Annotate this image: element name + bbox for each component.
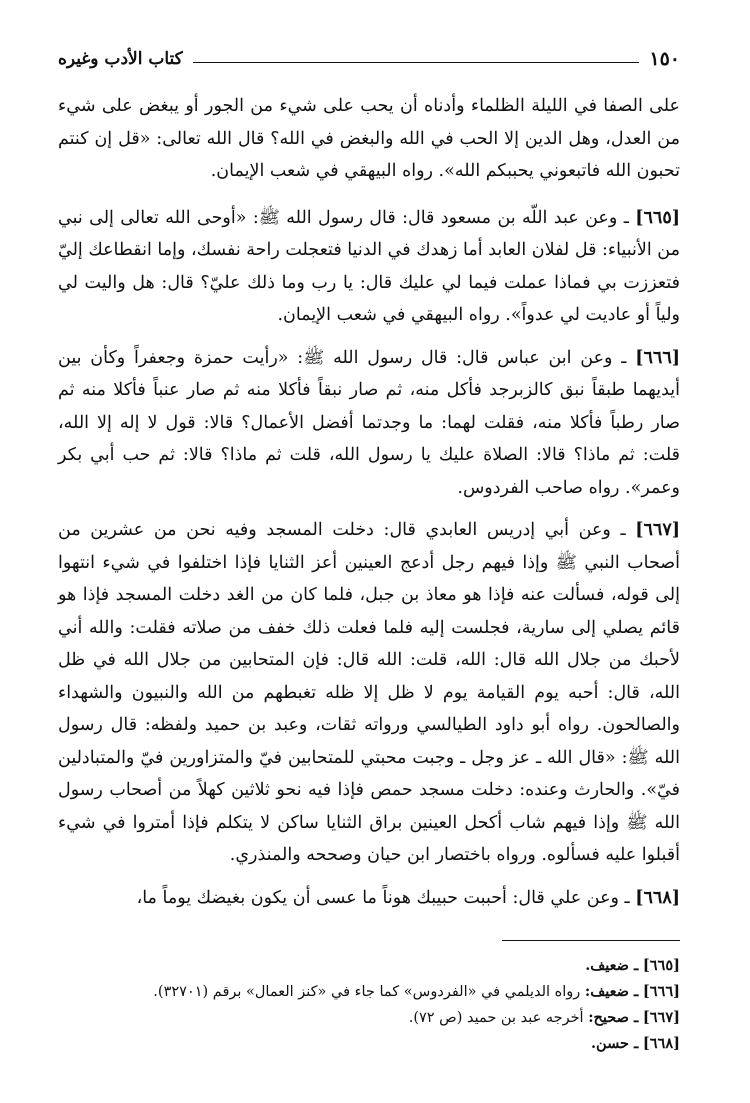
footnote-number: [٦٦٦] <box>642 983 680 1000</box>
hadith-666 <box>58 342 680 505</box>
paragraph-continuation <box>58 90 680 188</box>
paragraph-text: ـ وعن علي قال: أحببت حبيبك هوناً ما عسى أن يكون بغيضك يوماً ما، <box>136 887 630 908</box>
footnote-text: أخرجه عبد بن حميد (ص ٧٢). <box>408 1010 584 1026</box>
footnote-rule <box>502 940 680 941</box>
page-header <box>58 44 680 74</box>
hadith-number: [٦٦٦] <box>635 347 680 368</box>
footnote-number: [٦٦٨] <box>642 1035 680 1052</box>
hadith-668 <box>58 882 680 915</box>
footnotes <box>58 953 680 1057</box>
body-text <box>58 90 680 914</box>
paragraph-text: ـ وعن ابن عباس قال: قال رسول الله ﷺ: «رأيت حمزة وجعفراً وكأن بين أيديهما طبقاً نبق كالزبرجد فأكل منه، ثم صار نبقاً فأكلا منه ثم صار عنباً فأكلا منه ثم صار رطباً فأكلا منه، فقلت لهما: ما وجدتما أفضل الأعمال؟ قالا: قول لا إله إلا الله، قلت: ثم ماذا؟ قالا: الصلاة عليك يا رسول الله، قلت ثم ماذا؟ قالا: ثم حب أبي بكر وعمر». رواه صاحب الفردوس. <box>58 347 680 498</box>
hadith-667 <box>58 514 680 872</box>
footnote-grade: ـ حسن. <box>590 1035 639 1052</box>
footnote-665 <box>58 953 680 979</box>
header-rule <box>193 62 640 63</box>
footnote-text: رواه الديلمي في «الفردوس» كما جاء في «كنز العمال» برقم (٣٢٧٠١). <box>153 984 581 1000</box>
hadith-number: [٦٦٨] <box>635 887 680 908</box>
footnote-grade: ـ ضعيف. <box>585 957 639 974</box>
footnote-666 <box>58 979 680 1005</box>
hadith-665 <box>58 202 680 332</box>
hadith-number: [٦٦٥] <box>635 207 680 228</box>
footnote-668 <box>58 1031 680 1057</box>
footnote-number: [٦٦٧] <box>642 1009 680 1026</box>
book-page <box>58 44 680 1084</box>
footnote-667 <box>58 1005 680 1031</box>
paragraph-text: ـ وعن عبد اللّه بن مسعود قال: قال رسول الله ﷺ: «أوحى الله تعالى إلى نبي من الأنبياء: قل لفلان العابد أما زهدك في الدنيا فتعجلت راحة نفسك، وإما انقطاعك إليّ فتعززت بي فماذا عملت فيما لي عليك قال: يا رب وما ذلك عليّ؟ قال: هل واليت لي ولياً أو عاديت لي عدواً». رواه البيهقي في شعب الإيمان. <box>58 207 680 325</box>
paragraph-text: ـ وعن أبي إدريس العابدي قال: دخلت المسجد وفيه نحن من عشرين من أصحاب النبي ﷺ وإذا فيهم رجل أدعج العينين أعز الثنايا فإذا اختلفوا في شيء انتهوا إلى قوله، فسألت عنه فإذا هو معاذ بن جبل، فلما كان من الغد دخلت المسجد فإذا هو قائم يصلي إلى سارية، فجلست إليه فلما فعلت ذلك خفف من صلاته فقلت: والله أني لأحبك من جلال الله قال: الله، قلت: الله قال: فإن المتحابين من جلال الله في ظل الله، قال: أحبه يوم القيامة يوم لا ظل إلا ظله تغبطهم من الله والنبيون والشهداء والصالحون. رواه أبو داود الطيالسي ورواته ثقات، وعبد بن حميد ولفظه: قال رسول الله ﷺ: «قال الله ـ عز وجل ـ وجبت محبتي للمتحابين فيّ والمتزاورين فيّ والمتبادلين فيّ». والحارث وعنده: دخلت مسجد حمص فإذا فيه نحو ثلاثين كهلاً من أصحاب رسول الله ﷺ وإذا فيهم شاب أكحل العينين براق الثنايا ساكن لا يتكلم فإذا أمتروا في شيء أقبلوا عليه فسألوه. ورواه باختصار ابن حيان وصححه والمنذري. <box>58 520 680 865</box>
footnote-grade: ـ صحيح: <box>588 1009 639 1026</box>
footnote-grade: ـ ضعيف: <box>584 983 639 1000</box>
page-number: ١٥٠ <box>649 48 680 70</box>
hadith-number: [٦٦٧] <box>635 520 680 540</box>
paragraph-text: على الصفا في الليلة الظلماء وأدناه أن يحب على شيء من الجور أو يبغض على شيء من العدل، وهل الدين إلا الحب في الله والبغض في الله؟ قال الله تعالى: «قل إن كنتم تحبون الله فاتبعوني يحببكم الله». رواه البيهقي في شعب الإيمان. <box>58 96 680 181</box>
running-title: كتاب الأدب وغيره <box>58 49 183 69</box>
footnote-number: [٦٦٥] <box>642 957 680 974</box>
